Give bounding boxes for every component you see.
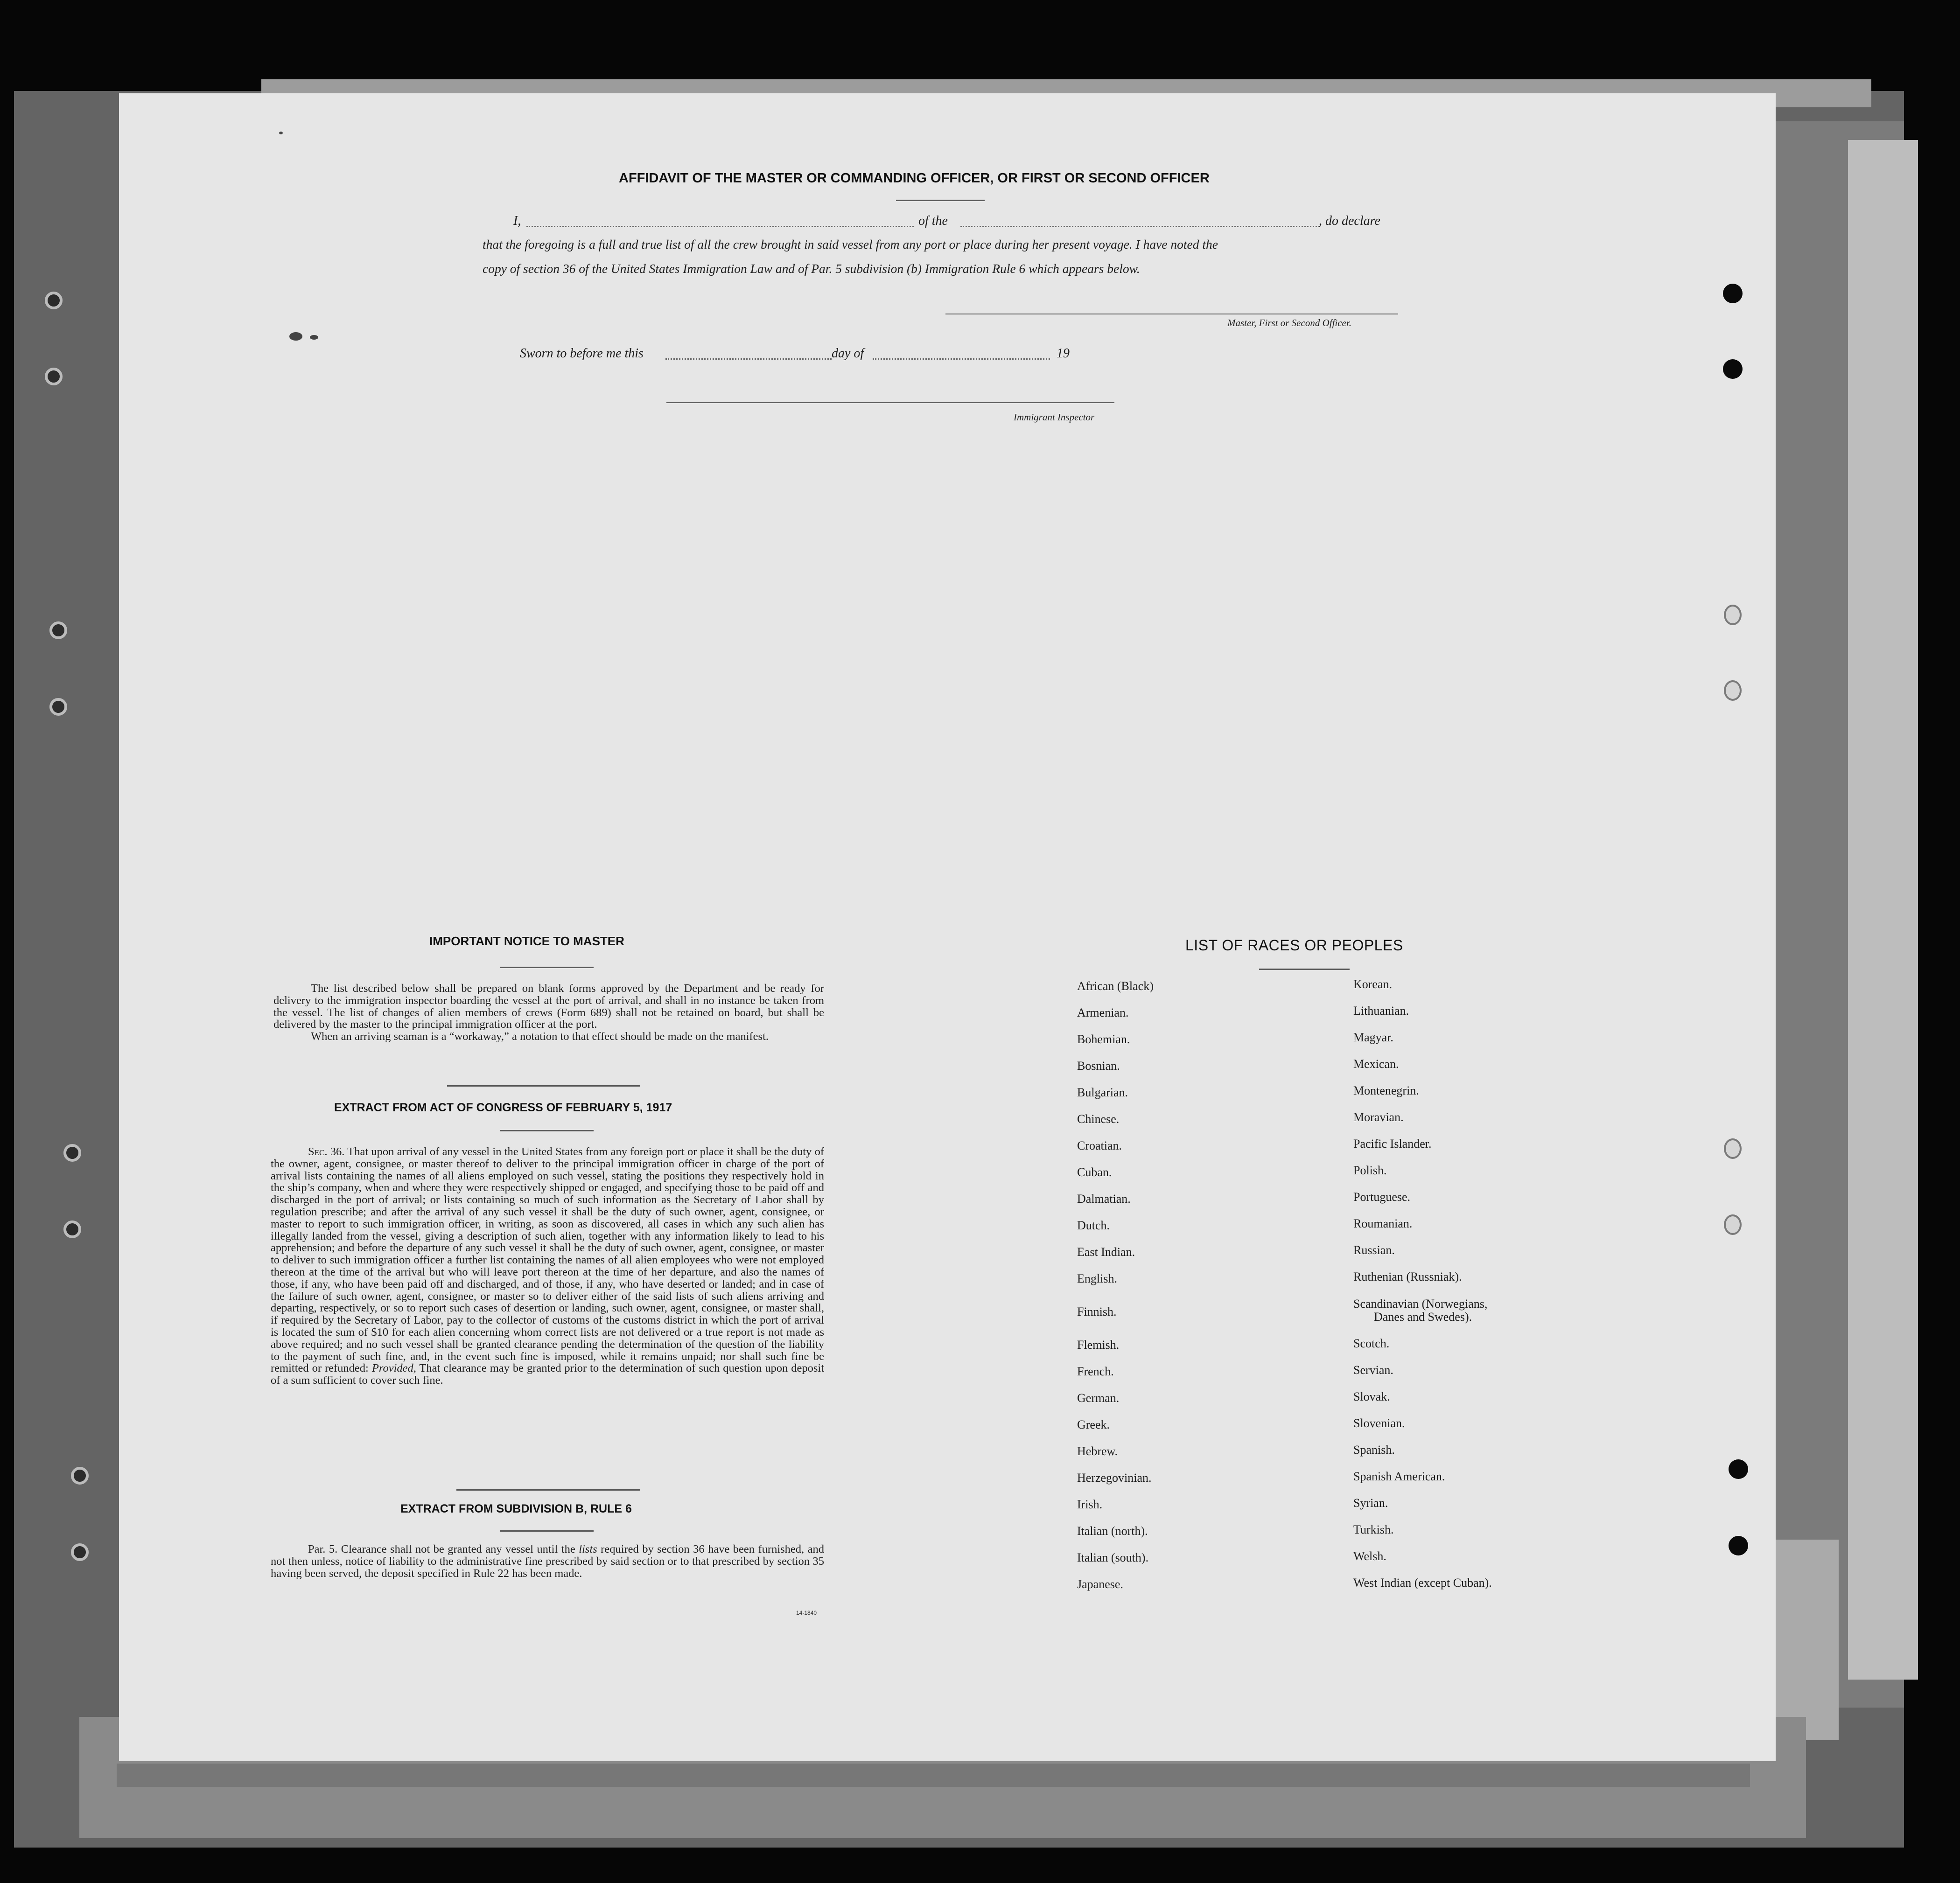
race-item: Bohemian.	[1077, 1032, 1130, 1046]
race-item: Ruthenian (Russniak).	[1353, 1270, 1462, 1283]
master-signature-caption: Master, First or Second Officer.	[1227, 317, 1351, 328]
ink-speck	[279, 132, 283, 134]
race-item: Syrian.	[1353, 1496, 1388, 1510]
binder-hole	[71, 1467, 89, 1485]
binder-hole	[63, 1144, 81, 1162]
race-item: German.	[1077, 1391, 1120, 1405]
rule-body-a: Par. 5. Clearance shall not be granted any vessel until the	[308, 1543, 575, 1555]
notice-para-2: When an arriving seaman is a “workaway,” a notation to that effect should be made on the manifest.	[311, 1030, 769, 1043]
race-item: Spanish.	[1353, 1443, 1395, 1457]
act-extract-title: EXTRACT FROM ACT OF CONGRESS OF FEBRUARY 5, 1917	[334, 1101, 672, 1114]
race-item: Roumanian.	[1353, 1217, 1413, 1230]
binder-hole	[45, 292, 63, 309]
sworn-day-field[interactable]	[665, 358, 832, 360]
punch-hole	[1723, 284, 1743, 303]
rule-extract-body	[271, 1543, 824, 1579]
race-item: West Indian (except Cuban).	[1353, 1576, 1492, 1590]
race-item: Scotch.	[1353, 1337, 1390, 1350]
title-rule	[896, 200, 985, 201]
race-item: Lithuanian.	[1353, 1004, 1409, 1018]
punch-hole	[1724, 605, 1742, 625]
race-item: Pacific Islander.	[1353, 1137, 1432, 1151]
race-item: Magyar.	[1353, 1031, 1393, 1044]
form-sheet	[119, 93, 1776, 1761]
race-item: French.	[1077, 1365, 1114, 1378]
race-item: Servian.	[1353, 1363, 1393, 1377]
sworn-day-of: day of	[832, 346, 864, 361]
race-item: Chinese.	[1077, 1112, 1120, 1126]
sworn-prefix: Sworn to before me this	[520, 346, 644, 361]
affidavit-line1-declare: , do declare	[1319, 214, 1380, 228]
race-item: Dutch.	[1077, 1219, 1110, 1232]
race-item: Polish.	[1353, 1164, 1387, 1177]
race-item: Hebrew.	[1077, 1444, 1118, 1458]
affidavit-line3: copy of section 36 of the United States Immigration Law and of Par. 5 subdivision (b) Immigration Rule 6 which appears below.	[483, 261, 1140, 276]
notice-title: IMPORTANT NOTICE TO MASTER	[429, 934, 624, 948]
binder-hole	[49, 621, 67, 639]
inspector-signature-line[interactable]	[666, 402, 1114, 403]
race-item: Spanish American.	[1353, 1470, 1445, 1483]
races-rule	[1259, 969, 1350, 970]
act-extract-rule	[500, 1130, 594, 1131]
rule-body-b: required by section 36 have been furnished, and not then unless, notice of liability to the administrative fine prescribed by said section or to that prescribed by section 35 having been served, the deposit specified in Rule 22 has been made.	[271, 1543, 825, 1580]
race-item: Dalmatian.	[1077, 1192, 1131, 1206]
race-item: Herzegovinian.	[1077, 1471, 1152, 1485]
race-item: Greek.	[1077, 1418, 1110, 1431]
punch-hole	[1723, 359, 1743, 379]
section-36-tail: That clearance may be granted prior to the determination of such question upon deposit of a sum sufficient to cover such fine.	[271, 1362, 825, 1387]
race-item: Bosnian.	[1077, 1059, 1120, 1073]
race-item: Montenegrin.	[1353, 1084, 1419, 1097]
race-item: Korean.	[1353, 977, 1393, 991]
punch-hole	[1729, 1459, 1748, 1479]
notice-rule	[500, 967, 594, 968]
race-item: Welsh.	[1353, 1549, 1386, 1563]
race-item: Russian.	[1353, 1243, 1395, 1257]
race-item: African (Black)	[1077, 979, 1154, 993]
form-number: 14-1840	[796, 1610, 817, 1616]
punch-hole	[1724, 1138, 1742, 1159]
race-item: Japanese.	[1077, 1577, 1123, 1591]
sworn-year: 19	[1057, 346, 1070, 361]
race-item: Armenian.	[1077, 1006, 1129, 1019]
binder-hole	[49, 698, 67, 716]
page-underlay-bottom-band	[117, 1764, 1750, 1787]
race-item: East Indian.	[1077, 1245, 1135, 1259]
race-item: Finnish.	[1077, 1305, 1117, 1318]
ink-speck	[310, 335, 318, 340]
section-label: Sec. 36.	[308, 1145, 345, 1158]
section-36-text: That upon arrival of any vessel in the United States from any foreign port or place it shall be the duty of the owner, agent, consignee, or master thereof to deliver to the principal immigration officer in charge of the port of arrival lists containing the names of all aliens employed on such vessel, stating the positions they respectively hold in the ship’s company, when and where they were respectively shipped or engaged, and specifying those to be paid off and discharged in the port of arrival; or lists containing so much of such information as the Secretary of Labor shall by regulation prescribe; and after the arrival of any such vessel it shall be the duty of such owner, agent, consignee, or master to report to such immigration officer, in writing, as soon as discovered, all cases in which any such alien has illegally landed from the vessel, giving a description of such alien, together with any information likely to lead to his apprehension; and before the departure of any such vessel it shall be the duty of such owner, agent, consignee, or master to deliver to such immigration officer a further list containing the names of all alien employees who were not employed thereon at the time of the arrival but who will leave port thereon at the time of her departure, and also the names of those, if any, who have been paid off and discharged, and of those, if any, who have deserted or landed; and in case of the failure of such owner, agent, consignee, or master so to deliver either of the said lists of such aliens arriving and departing, respectively, or so to report such cases of desertion or landing, such owner, agent, consignee, or master shall, if required by the Secretary of Labor, pay to the collector of customs of the customs district in which the port of arrival is located the sum of $10 for each alien concerning whom correct lists are not delivered or a true report is not made as above required; and no such vessel shall be granted clearance pending the determination of the question of the liability to the payment of such fine, and, in the event such fine is imposed, while it remains unpaid; nor shall such fine be remitted or refunded:	[271, 1145, 824, 1375]
race-item: Croatian.	[1077, 1139, 1122, 1152]
race-item: Irish.	[1077, 1498, 1103, 1511]
punch-hole	[1724, 1214, 1742, 1235]
race-item: Danes and Swedes).	[1374, 1310, 1472, 1324]
race-item: Bulgarian.	[1077, 1086, 1128, 1099]
notice-body	[273, 983, 824, 1043]
race-item: Italian (north).	[1077, 1524, 1148, 1538]
race-item: Mexican.	[1353, 1057, 1399, 1071]
name-field[interactable]	[526, 226, 914, 227]
race-item: Slovenian.	[1353, 1416, 1405, 1430]
binder-hole	[63, 1220, 81, 1238]
punch-hole	[1729, 1536, 1748, 1555]
rule-extract-title: EXTRACT FROM SUBDIVISION B, RULE 6	[400, 1502, 632, 1515]
race-item: Moravian.	[1353, 1110, 1404, 1124]
race-item: Turkish.	[1353, 1523, 1394, 1536]
affidavit-line2: that the foregoing is a full and true list of all the crew brought in said vessel from any port or place during her present voyage. I have noted the	[483, 237, 1218, 251]
race-item: Italian (south).	[1077, 1551, 1149, 1564]
races-title: LIST OF RACES OR PEOPLES	[1185, 937, 1403, 954]
affidavit-title: AFFIDAVIT OF THE MASTER OR COMMANDING OFFICER, OR FIRST OR SECOND OFFICER	[619, 171, 1210, 186]
race-item: Flemish.	[1077, 1338, 1120, 1352]
lists-word: lists	[579, 1543, 597, 1555]
rule-extract-rule	[500, 1530, 594, 1532]
notice-para-1: The list described below shall be prepared on blank forms approved by the Department and be ready for delivery to the immigration inspector boarding the vessel at the port of arrival, and shall in no instance be taken from the vessel. The list of changes of alien members of crews (Form 689) shall not be retained on board, but shall be delivered by the master to the principal immigration officer at the port.	[273, 982, 824, 1031]
race-item: Scandinavian (Norwegians,	[1353, 1297, 1488, 1311]
sworn-month-field[interactable]	[873, 358, 1050, 360]
act-extract-body	[271, 1146, 824, 1387]
race-item: Slovak.	[1353, 1390, 1390, 1403]
binder-hole	[71, 1543, 89, 1561]
race-item: English.	[1077, 1272, 1117, 1285]
section-rule	[456, 1489, 640, 1491]
provided-word: Provided,	[371, 1362, 416, 1375]
affidavit-line1-i: I,	[513, 214, 521, 228]
page-underlay-right-light	[1848, 140, 1918, 1680]
vessel-field[interactable]	[960, 226, 1320, 227]
ink-speck	[289, 332, 302, 341]
binder-hole	[45, 368, 63, 385]
punch-hole	[1724, 680, 1742, 701]
affidavit-line1-of-the: of the	[918, 214, 948, 228]
inspector-caption: Immigrant Inspector	[1014, 411, 1095, 423]
section-rule	[447, 1085, 640, 1087]
race-item: Cuban.	[1077, 1165, 1112, 1179]
race-item: Portuguese.	[1353, 1190, 1411, 1204]
